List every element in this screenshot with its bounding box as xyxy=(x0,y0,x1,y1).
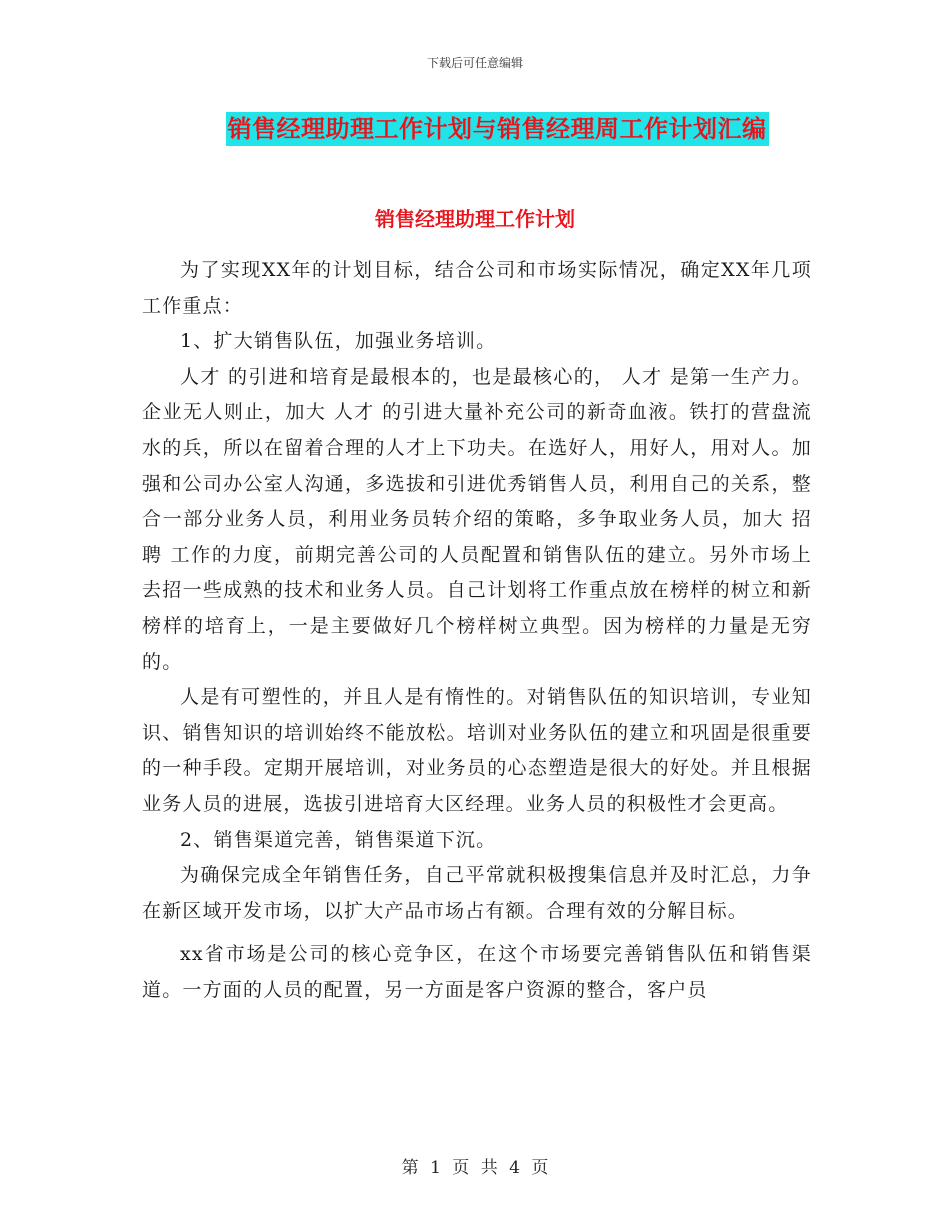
page-header-note: 下载后可任意编辑 xyxy=(426,56,523,70)
paragraph-intro: 为了实现XX年的计划目标，结合公司和市场实际情况，确定XX年几项工作重点： xyxy=(142,259,812,317)
paragraph-channels: 为确保完成全年销售任务，自己平常就积极搜集信息并及时汇总，力争在新区域开发市场，以扩大产品市场占有额。合理有效的分解目标。 xyxy=(142,864,812,922)
document-title-container xyxy=(0,112,950,146)
document-title: 销售经理助理工作计划与销售经理周工作计划汇编 xyxy=(226,112,769,146)
document-body xyxy=(142,253,812,1008)
paragraph-heading-1: 1、扩大销售队伍，加强业务培训。 xyxy=(180,330,497,353)
page-footer-number: 第 1 页 共 4 页 xyxy=(401,1158,549,1178)
paragraph-province-market: xx省市场是公司的核心竞争区，在这个市场要完善销售队伍和销售渠道。一方面的人员的配置，另一方面是客户资源的整合，客户员 xyxy=(142,943,812,1001)
paragraph-talent: 人才 的引进和培育是最根本的，也是最核心的， 人才 是第一生产力。企业无人则止，加大 人才 的引进大量补充公司的新奇血液。铁打的营盘流水的兵，所以在留着合理的人才上下功夫。在选好人，用好人，用对人。加强和公司办公室人沟通，多选拔和引进优秀销售人员，利用自己的关系，整合一部分业务人员，利用业务员转介绍的策略，多争取业务人员，加大 招聘 工作的力度，前期完善公司的人员配置和销售队伍的建立。另外市场上去招一些成熟的技术和业务人员。自己计划将工作重点放在榜样的树立和新榜样的培育上，一是主要做好几个榜样树立典型。因为榜样的力量是无穷的。 xyxy=(142,365,812,673)
paragraph-heading-2: 2、销售渠道完善，销售渠道下沉。 xyxy=(180,828,497,851)
section-title: 销售经理助理工作计划 xyxy=(375,207,575,231)
paragraph-training: 人是有可塑性的，并且人是有惰性的。对销售队伍的知识培训，专业知识、销售知识的培训始终不能放松。培训对业务队伍的建立和巩固是很重要的一种手段。定期开展培训，对业务员的心态塑造是很大的好处。并且根据业务人员的进展，选拔引进培育大区经理。业务人员的积极性才会更高。 xyxy=(142,686,812,815)
